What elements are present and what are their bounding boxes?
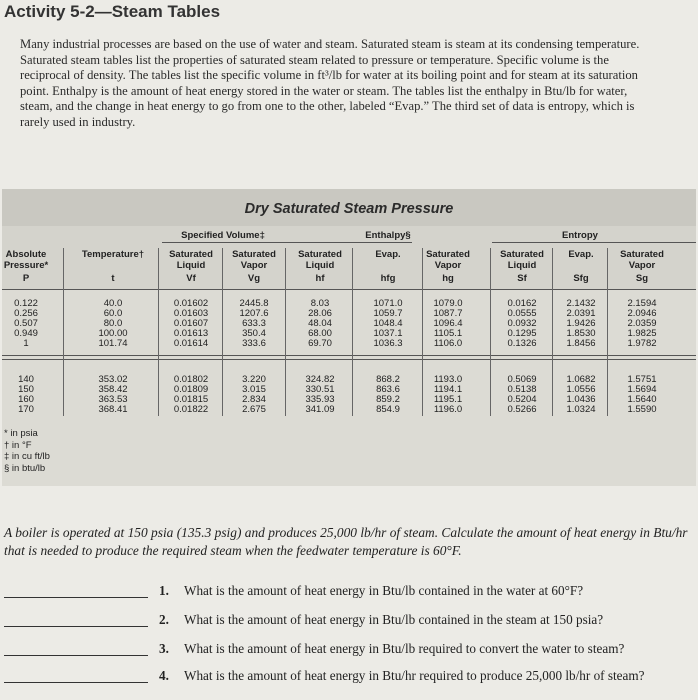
problem-statement: A boiler is operated at 150 psia (135.3 psig) and produces 25,000 lb/hr of steam. Calculate the amount of heat energy in Btu/hr that is needed to produce the required steam when the feedwater temperature is 60°F.: [4, 525, 688, 558]
table-cell: 3.015: [242, 384, 266, 395]
column-symbol: Vg: [247, 273, 261, 284]
column-header-sub: Vapor: [240, 260, 268, 271]
table-cell: 1.9782: [627, 338, 657, 349]
table-cell: 1037.1: [373, 328, 403, 339]
table-cell: 1.5694: [627, 384, 657, 395]
column-symbol: P: [22, 273, 30, 284]
footnote: * in psia: [4, 428, 38, 439]
activity-title: Activity 5-2—Steam Tables: [4, 2, 221, 21]
group-header-specific-volume: Specified Volume‡: [181, 230, 265, 241]
table-cell: 1079.0: [433, 298, 463, 309]
table-cell: 0.01822: [173, 404, 209, 415]
column-header: Saturated: [620, 249, 664, 260]
table-cell: 1.9426: [566, 318, 596, 329]
table-cell: 363.53: [98, 394, 128, 405]
table-cell: 1071.0: [373, 298, 403, 309]
table-cell: 1.0436: [566, 394, 596, 405]
answer-blank[interactable]: [4, 682, 148, 683]
table-cell: 333.6: [242, 338, 266, 349]
table-cell: 68.00: [308, 328, 332, 339]
column-header-sub: Liquid: [507, 260, 537, 271]
table-cell: 1.8456: [566, 338, 596, 349]
table-cell: 0.1295: [507, 328, 537, 339]
table-cell: 0.0555: [507, 308, 537, 319]
table-cell: 160: [18, 394, 34, 405]
table-cell: 1195.1: [433, 394, 463, 405]
column-symbol: hfg: [380, 273, 396, 284]
column-rule: [422, 248, 423, 416]
table-cell: 2.0391: [566, 308, 596, 319]
table-cell: 2.1432: [566, 298, 596, 309]
table-cell: 1: [23, 338, 29, 349]
table-cell: 2445.8: [239, 298, 269, 309]
column-header: Absolute: [5, 249, 47, 260]
table-cell: 28.06: [308, 308, 332, 319]
table-cell: 1.0556: [566, 384, 596, 395]
table-cell: 0.5138: [507, 384, 537, 395]
table-rule: [2, 359, 696, 360]
question-text: What is the amount of heat energy in Btu/lb contained in the water at 60°F?: [184, 583, 584, 598]
table-cell: 0.5266: [507, 404, 537, 415]
column-symbol: hf: [315, 273, 325, 284]
table-cell: 1048.4: [373, 318, 403, 329]
question-number: 1.: [159, 583, 169, 598]
column-header: Saturated: [169, 249, 213, 260]
column-rule: [285, 248, 286, 416]
intro-paragraph: Many industrial processes are based on the use of water and steam. Saturated steam is steam at its condensing temperature. Saturated steam tables list the properties of saturated steam related to pressure or temperature. Specific volume is the reciprocal of density. The tables list the specific volume in ft³/lb for water at its boiling point and for steam at its saturation point. Enthalpy is the amount of heat energy stored in the water or steam. The tables list the enthalpy in Btu/lb for water, steam, and the change in heat energy to go from one to the other, labeled “Evap.” The third set of data is entropy, which is rarely used in industry.: [20, 37, 640, 129]
column-symbol: t: [111, 273, 115, 284]
table-cell: 0.01802: [173, 374, 209, 385]
table-rule: [2, 289, 696, 290]
column-rule: [490, 248, 491, 416]
table-cell: 2.0359: [627, 318, 657, 329]
column-header: Saturated: [426, 249, 470, 260]
table-cell: 353.02: [98, 374, 128, 385]
column-symbol: Sf: [517, 273, 527, 284]
table-cell: 1096.4: [433, 318, 463, 329]
table-cell: 48.04: [308, 318, 332, 329]
table-cell: 330.51: [305, 384, 335, 395]
answer-blank[interactable]: [4, 655, 148, 656]
question-item: [0, 612, 698, 634]
group-header-entropy: Entropy: [562, 230, 598, 241]
table-cell: 0.01809: [173, 384, 209, 395]
table-cell: 854.9: [376, 404, 400, 415]
question-text: What is the amount of heat energy in Btu/lb contained in the steam at 150 psia?: [184, 612, 604, 627]
table-cell: 100.00: [98, 328, 128, 339]
table-cell: 1196.0: [433, 404, 463, 415]
column-rule: [222, 248, 223, 416]
table-cell: 1.8530: [566, 328, 596, 339]
table-rule: [162, 242, 412, 243]
table-cell: 358.42: [98, 384, 128, 395]
table-cell: 0.1326: [507, 338, 537, 349]
table-title: Dry Saturated Steam Pressure: [2, 189, 696, 226]
table-cell: 1059.7: [373, 308, 403, 319]
column-header-sub: Pressure*: [3, 260, 49, 271]
table-cell: 0.01607: [173, 318, 209, 329]
table-cell: 1036.3: [373, 338, 403, 349]
table-cell: 0.0162: [507, 298, 537, 309]
table-cell: 2.1594: [627, 298, 657, 309]
column-symbol: Sg: [635, 273, 649, 284]
table-cell: 859.2: [376, 394, 400, 405]
table-cell: 341.09: [305, 404, 335, 415]
table-cell: 60.0: [103, 308, 123, 319]
column-rule: [352, 248, 353, 416]
table-cell: 0.122: [14, 298, 38, 309]
table-cell: 1193.0: [433, 374, 463, 385]
question-number: 3.: [159, 641, 169, 656]
column-header-sub: Vapor: [628, 260, 656, 271]
table-cell: 3.220: [242, 374, 266, 385]
table-cell: 335.93: [305, 394, 335, 405]
column-rule: [63, 248, 64, 416]
table-cell: 1105.1: [433, 328, 463, 339]
table-cell: 150: [18, 384, 34, 395]
question-item: [0, 641, 698, 663]
column-header: Evap.: [375, 249, 401, 260]
table-cell: 0.949: [14, 328, 38, 339]
question-item: [0, 668, 698, 690]
question-item: [0, 583, 698, 605]
column-symbol: Sfg: [573, 273, 589, 284]
group-header-enthalpy: Enthalpy§: [365, 230, 411, 241]
table-cell: 2.675: [242, 404, 266, 415]
table-cell: 1194.1: [433, 384, 463, 395]
footnote: § in btu/lb: [4, 462, 46, 474]
column-header-sub: Vapor: [434, 260, 462, 271]
table-cell: 633.3: [242, 318, 266, 329]
footnote: ‡ in cu ft/lb: [4, 451, 50, 462]
table-rule: [2, 355, 696, 356]
answer-blank[interactable]: [4, 626, 148, 627]
column-header: Temperature†: [81, 249, 145, 260]
question-text: What is the amount of heat energy in Btu/hr required to produce 25,000 lb/hr of steam?: [184, 668, 645, 683]
question-number: 2.: [159, 612, 169, 627]
table-cell: 368.41: [98, 404, 128, 415]
table-footnotes: [4, 428, 50, 474]
table-cell: 0.01614: [173, 338, 209, 349]
table-cell: 170: [18, 404, 34, 415]
table-cell: 1.0682: [566, 374, 596, 385]
table-cell: 0.01602: [173, 298, 209, 309]
table-cell: 1207.6: [239, 308, 269, 319]
column-symbol: hg: [442, 273, 454, 284]
table-cell: 69.70: [308, 338, 332, 349]
question-number: 4.: [159, 668, 169, 683]
table-cell: 0.01603: [173, 308, 209, 319]
table-cell: 2.834: [242, 394, 266, 405]
column-header-sub: Liquid: [305, 260, 335, 271]
table-cell: 101.74: [98, 338, 128, 349]
table-cell: 1.9825: [627, 328, 657, 339]
table-cell: 80.0: [103, 318, 123, 329]
table-cell: 0.01815: [173, 394, 209, 405]
answer-blank[interactable]: [4, 597, 148, 598]
column-header: Evap.: [568, 249, 594, 260]
table-cell: 863.6: [376, 384, 400, 395]
steam-table: [2, 189, 696, 486]
table-cell: 40.0: [103, 298, 123, 309]
column-rule: [607, 248, 608, 416]
column-rule: [552, 248, 553, 416]
table-cell: 1.5590: [627, 404, 657, 415]
footnote: † in °F: [4, 439, 32, 451]
table-cell: 140: [18, 374, 34, 385]
table-cell: 0.5069: [507, 374, 537, 385]
question-text: What is the amount of heat energy in Btu/lb required to convert the water to steam?: [184, 641, 625, 656]
column-header: Saturated: [500, 249, 544, 260]
table-cell: 324.82: [305, 374, 335, 385]
table-cell: 1087.7: [433, 308, 463, 319]
column-header-sub: Liquid: [176, 260, 206, 271]
table-cell: 0.0932: [507, 318, 537, 329]
table-rule: [492, 242, 696, 243]
table-cell: 350.4: [242, 328, 266, 339]
table-cell: 0.507: [14, 318, 38, 329]
table-cell: 0.01613: [173, 328, 209, 339]
table-cell: 1.5640: [627, 394, 657, 405]
table-cell: 1.0324: [566, 404, 596, 415]
table-cell: 1.5751: [627, 374, 657, 385]
column-header: Saturated: [298, 249, 342, 260]
table-cell: 2.0946: [627, 308, 657, 319]
column-symbol: Vf: [186, 273, 196, 284]
table-cell: 0.256: [14, 308, 38, 319]
table-cell: 1106.0: [433, 338, 463, 349]
column-header: Saturated: [232, 249, 276, 260]
table-cell: 8.03: [310, 298, 330, 309]
table-cell: 868.2: [376, 374, 400, 385]
table-cell: 0.5204: [507, 394, 537, 405]
column-rule: [158, 248, 159, 416]
